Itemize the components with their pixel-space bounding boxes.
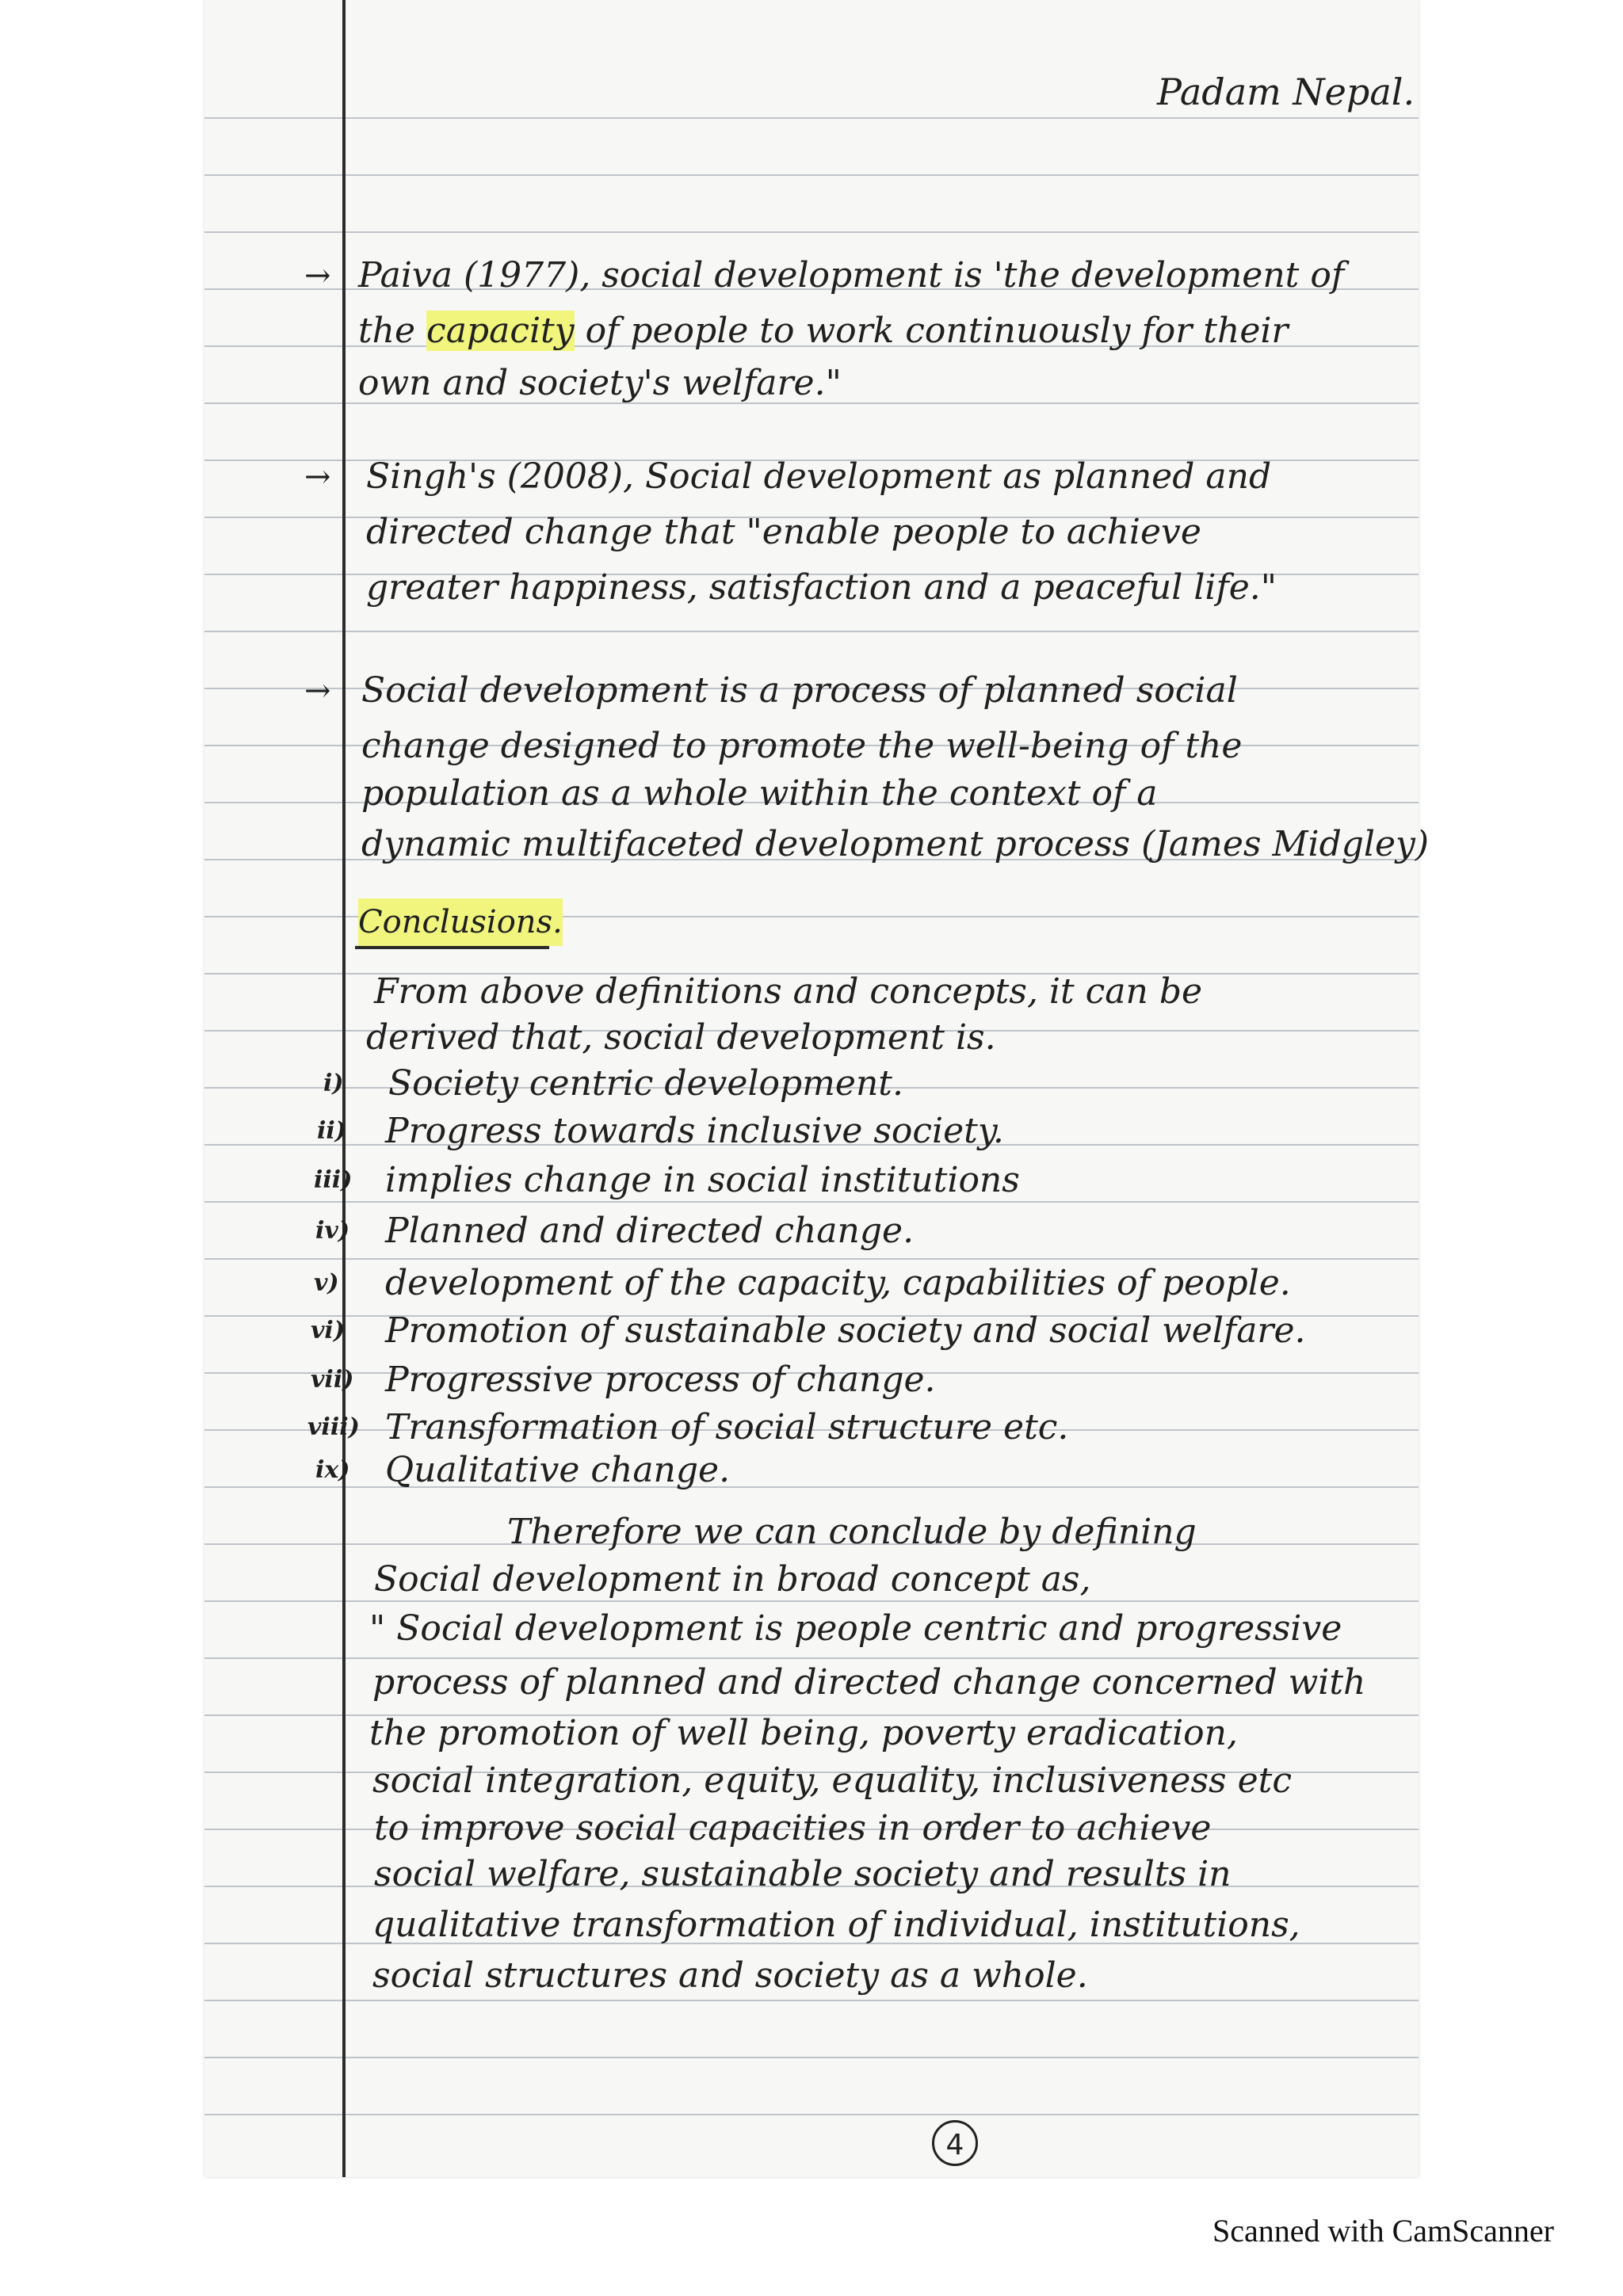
definition-text: of people to work continuously for their	[574, 311, 1289, 351]
arrow-bullet-icon: →	[304, 257, 331, 294]
definition-line: change designed to promote the well-being of the	[361, 726, 1243, 766]
arrow-bullet-icon: →	[304, 673, 331, 709]
definition-line: dynamic multifaceted development process (James Midgley)	[361, 824, 1430, 864]
summary-line: social structures and society as a whole.	[372, 1955, 1088, 1996]
summary-line: the promotion of well being, poverty eradication,	[369, 1713, 1238, 1753]
ruled-line	[204, 117, 1419, 119]
conclusion-item: Society centric development.	[388, 1063, 903, 1104]
highlighted-word: capacity	[426, 311, 575, 351]
conclusion-item: Progress towards inclusive society.	[385, 1111, 1004, 1151]
summary-line: " Social development is people centric and progressive	[369, 1608, 1342, 1649]
item-number: ix)	[315, 1456, 350, 1484]
ruled-line	[204, 231, 1419, 233]
summary-line: qualitative transformation of individual, institutions,	[372, 1905, 1300, 1945]
item-number: i)	[323, 1070, 344, 1097]
definition-line: greater happiness, satisfaction and a peaceful life."	[366, 567, 1277, 608]
definition-line: Social development is a process of planned social	[361, 670, 1238, 711]
summary-line: social integration, equity, equality, inclusiveness etc	[372, 1760, 1292, 1801]
heading-underline	[355, 946, 549, 949]
ruled-line	[204, 2057, 1419, 2058]
conclusion-intro-line: derived that, social development is.	[366, 1017, 996, 1058]
item-number: v)	[314, 1269, 339, 1297]
conclusion-item: Planned and directed change.	[385, 1211, 915, 1251]
definition-line: own and society's welfare."	[358, 363, 842, 403]
conclusion-item: Qualitative change.	[385, 1450, 731, 1490]
summary-line: Therefore we can conclude by defining	[507, 1512, 1197, 1552]
summary-line: process of planned and directed change concerned with	[372, 1662, 1366, 1703]
ruled-line	[204, 174, 1419, 176]
conclusion-item: Promotion of sustainable society and social welfare.	[385, 1310, 1306, 1351]
conclusions-heading: Conclusions.	[358, 898, 563, 946]
conclusion-item: Progressive process of change.	[385, 1360, 936, 1400]
ruled-line	[204, 2114, 1419, 2115]
summary-line: social welfare, sustainable society and results in	[374, 1854, 1232, 1894]
author-signature: Padam Nepal.	[1157, 71, 1415, 113]
definition-text: the	[358, 311, 427, 351]
definition-line: population as a whole within the context of a	[361, 773, 1158, 814]
ruled-line	[204, 2000, 1419, 2001]
ruled-line	[204, 631, 1419, 632]
definition-line: Singh's (2008), Social development as planned and	[366, 456, 1272, 497]
conclusion-intro-line: From above definitions and concepts, it can be	[374, 971, 1203, 1012]
summary-line: to improve social capacities in order to achieve	[374, 1808, 1212, 1848]
definition-line	[358, 307, 1288, 355]
conclusion-item: implies change in social institutions	[385, 1160, 1020, 1200]
conclusion-item: development of the capacity, capabilities of people.	[385, 1263, 1291, 1303]
item-number: viii)	[307, 1413, 360, 1441]
item-number: iii)	[314, 1166, 353, 1194]
camscanner-footer: Scanned with CamScanner	[1212, 2213, 1554, 2248]
conclusion-item: Transformation of social structure etc.	[385, 1407, 1069, 1447]
summary-line: Social development in broad concept as,	[374, 1559, 1091, 1600]
definition-line: directed change that "enable people to achieve	[366, 512, 1201, 552]
item-number: vi)	[311, 1317, 346, 1344]
definition-line: Paiva (1977), social development is 'the development of	[358, 255, 1345, 296]
item-number: vii)	[311, 1366, 354, 1394]
item-number: iv)	[315, 1217, 350, 1245]
page-number: 4	[932, 2120, 978, 2166]
arrow-bullet-icon: →	[304, 459, 331, 495]
item-number: ii)	[317, 1117, 346, 1145]
